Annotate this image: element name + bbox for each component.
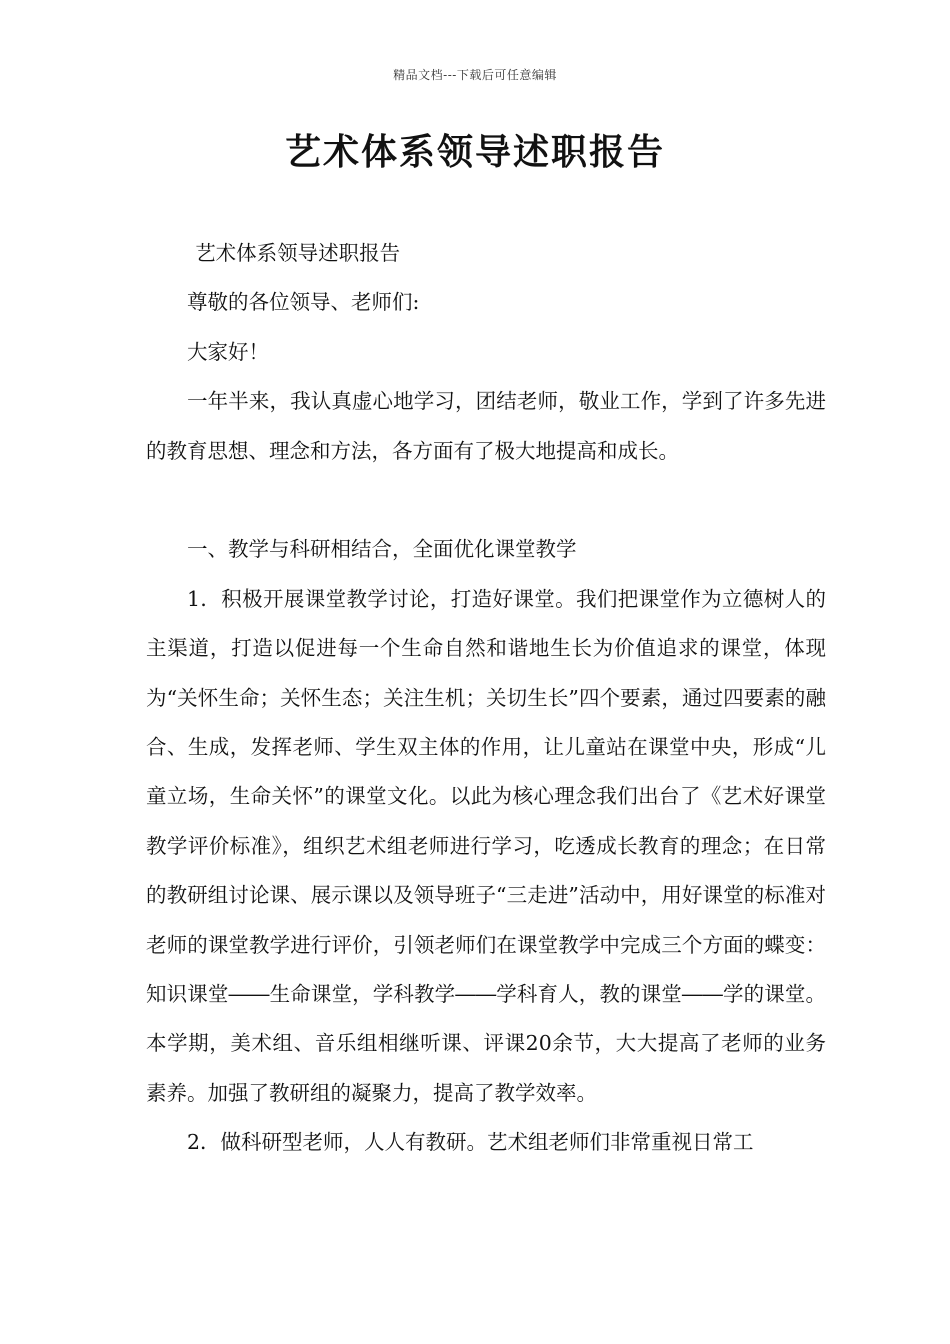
header-note: 精品文档---下载后可任意编辑 xyxy=(393,68,557,82)
paragraph-subtitle: 艺术体系领导述职报告 xyxy=(195,241,401,265)
paragraph-gap xyxy=(146,476,826,525)
paragraph-greeting: 大家好！ xyxy=(187,339,269,364)
paragraph-item-1: 1．积极开展课堂教学讨论，打造好课堂。我们把课堂作为立德树人的主渠道，打造以促进每一个生命自然和谐地生长为价值追求的课堂，体现为“关怀生命；关怀生态；关注生机；关切生长”四个要素，通过四要素的融合、生成，发挥老师、学生双主体的作用，让儿童站在课堂中央，形成“儿童立场，生命关怀”的课堂文化。以此为核心理念我们出台了《艺术好课堂教学评价标准》，组织艺术组老师进行学习，吃透成长教育的理念；在日常的教研组讨论课、展示课以及领导班子“三走进”活动中，用好课堂的标准对老师的课堂教学进行评价，引领老师们在课堂教学中完成三个方面的蝶变：知识课堂――生命课堂，学科教学――学科育人，教的课堂――学的课堂。本学期，美术组、音乐组相继听课、评课20余节，大大提高了老师的业务素养。加强了教研组的凝聚力，提高了教学效率。 xyxy=(146,586,826,1105)
paragraph-salutation: 尊敬的各位领导、老师们: xyxy=(187,290,420,315)
section-heading-1: 一、教学与科研相结合，全面优化课堂教学 xyxy=(187,537,577,562)
paragraph-intro: 一年半来，我认真虚心地学习，团结老师，敬业工作，学到了许多先进的教育思想、理念和方法，各方面有了极大地提高和成长。 xyxy=(146,389,826,463)
document-title: 艺术体系领导述职报告 xyxy=(284,131,665,173)
document-body xyxy=(146,229,826,1168)
paragraph-item-2: 2．做科研型老师，人人有教研。艺术组老师们非常重视日常工 xyxy=(187,1130,754,1155)
